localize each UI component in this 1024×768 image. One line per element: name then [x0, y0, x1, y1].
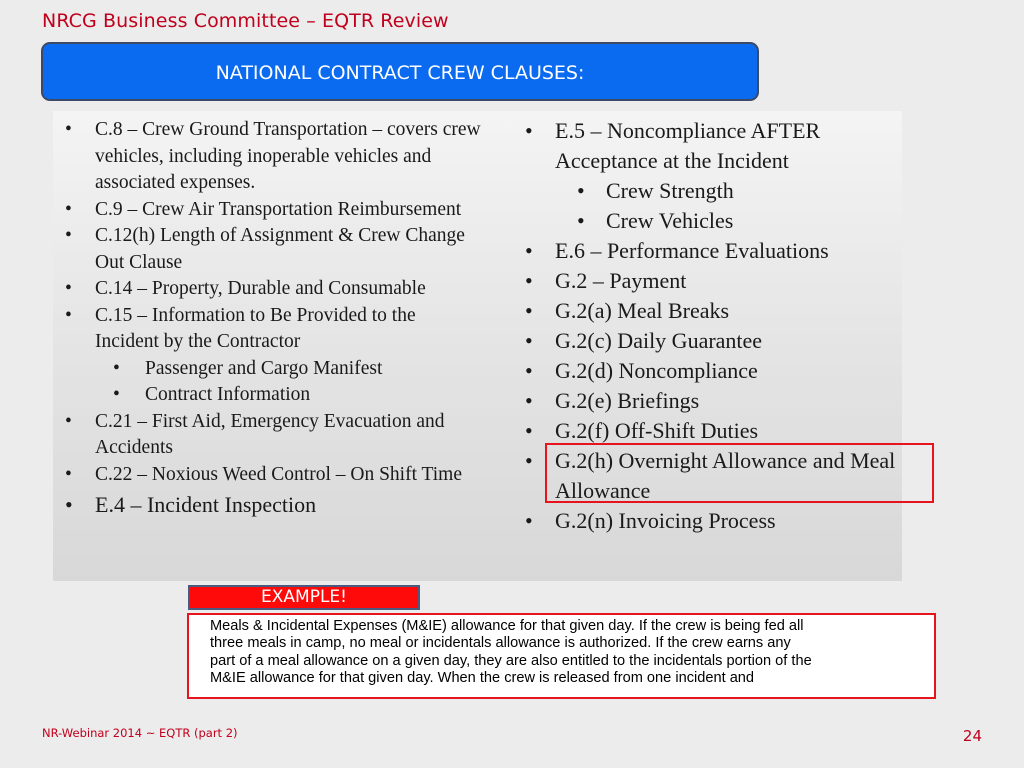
clause-item: • C.15 – Information to Be Provided to the Incident by the Contractor	[61, 303, 481, 356]
clause-item: • G.2(a) Meal Breaks	[521, 296, 901, 326]
example-line: part of a meal allowance on a given day, they are also entitled to the incidentals portion of the	[210, 652, 812, 669]
clause-item-highlighted: • G.2(h) Overnight Allowance and Meal Allowance	[521, 446, 901, 506]
clause-item: • E.6 – Performance Evaluations	[521, 236, 901, 266]
clause-item: • C.8 – Crew Ground Transportation – covers crew vehicles, including inoperable vehicles and associated expenses.	[61, 117, 481, 197]
clause-item: • G.2(d) Noncompliance	[521, 356, 901, 386]
clause-item: • C.12(h) Length of Assignment & Crew Change Out Clause	[61, 223, 481, 276]
example-label: EXAMPLE!	[188, 585, 420, 610]
footer-text: NR-Webinar 2014 ~ EQTR (part 2)	[42, 726, 238, 740]
clause-subitem: • Passenger and Cargo Manifest	[61, 356, 481, 383]
clause-item: • C.9 – Crew Air Transportation Reimbursement	[61, 197, 481, 224]
example-line: Meals & Incidental Expenses (M&IE) allowance for that given day. If the crew is being fed all	[210, 618, 804, 634]
clause-item: • G.2 – Payment	[521, 266, 901, 296]
slide-title: NRCG Business Committee – EQTR Review	[42, 10, 449, 32]
clause-item: • E.5 – Noncompliance AFTER Acceptance at the Incident	[521, 116, 901, 176]
clause-list-panel	[53, 111, 902, 581]
clause-item: • G.2(c) Daily Guarantee	[521, 326, 901, 356]
banner-text: NATIONAL CONTRACT CREW CLAUSES:	[215, 62, 585, 84]
example-line: three meals in camp, no meal or incidentals allowance is authorized. If the crew earns any	[210, 635, 791, 652]
highlight-box	[545, 443, 934, 503]
left-clause-column	[61, 117, 481, 520]
clause-item: • C.22 – Noxious Weed Control – On Shift Time	[61, 462, 481, 489]
clause-item: • G.2(e) Briefings	[521, 386, 901, 416]
clause-item: • G.2(f) Off-Shift Duties	[521, 416, 901, 446]
clause-item: • C.14 – Property, Durable and Consumable	[61, 276, 481, 303]
page-number: 24	[962, 727, 982, 745]
example-text-box	[187, 613, 936, 699]
example-line: M&IE allowance for that given day. When the crew is released from one incident and	[210, 669, 755, 686]
clause-subitem: • Crew Strength	[521, 176, 901, 206]
clause-item: • G.2(n) Invoicing Process	[521, 506, 901, 536]
clause-item: • C.21 – First Aid, Emergency Evacuation and Accidents	[61, 409, 481, 462]
clause-item: • E.4 – Incident Inspection	[61, 490, 481, 520]
clause-subitem: • Contract Information	[61, 382, 481, 409]
section-banner	[41, 42, 759, 101]
clause-subitem: • Crew Vehicles	[521, 206, 901, 236]
